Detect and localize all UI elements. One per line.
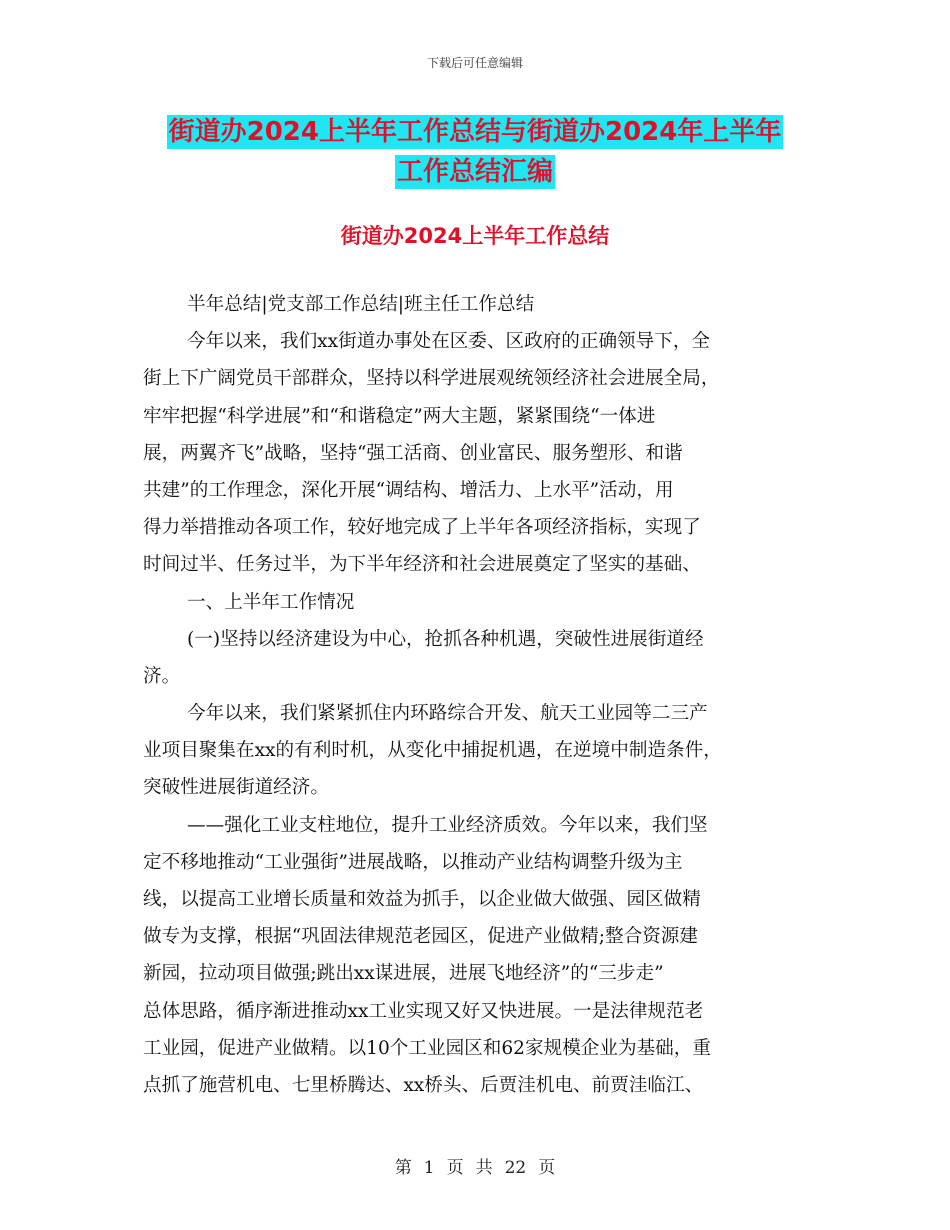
body-text [143,286,811,1104]
document-title [0,112,950,192]
body-line: 街上下广阔党员干部群众，坚持以科学进展观统领经济社会进展全局， [143,368,720,390]
section-title: 街道办2024上半年工作总结 [340,224,610,248]
body-line: 共建”的工作理念，深化开展“调结构、增活力、上水平”活动，用 [143,479,674,501]
page-footer [0,1153,950,1178]
footer-page-label: 第 [394,1158,412,1178]
body-line: 工业园，促进产业做精。以10个工业园区和62家规模企业为基础，重 [143,1037,711,1059]
body-line: 突破性进展街道经济。 [143,777,329,799]
body-line: 今年以来，我们紧紧抓住内环路综合开发、航天工业园等二三产 [187,703,708,725]
body-line: 济。 [143,665,181,687]
header-note: 下载后可任意编辑 [426,56,523,70]
document-title-line-2: 工作总结汇编 [396,157,553,187]
body-line: (一)坚持以经济建设为中心，抢抓各种机遇，突破性进展街道经 [187,628,704,650]
footer-page-unit: 页 [446,1158,464,1178]
body-line: 时间过半、任务过半，为下半年经济和社会进展奠定了坚实的基础、 [143,554,701,576]
body-line: 一、上半年工作情况 [187,591,355,613]
footer-total-unit: 页 [538,1158,556,1178]
body-line: 线，以提高工业增长质量和效益为抓手，以企业做大做强、园区做精 [143,889,701,910]
body-line: ——强化工业支柱地位，提升工业经济质效。今年以来，我们坚 [187,814,708,836]
document-title-line-1: 街道办2024上半年工作总结与街道办2024年上半年 [168,117,782,147]
body-line: 半年总结|党支部工作总结|班主任工作总结 [187,294,535,315]
body-line: 牢牢把握“科学进展”和“和谐稳定”两大主题，紧紧围绕“一体进 [143,405,656,427]
body-line: 新园，拉动项目做强;跳出xx谋进展，进展飞地经济”的“三步走” [143,963,664,985]
body-line: 得力举措推动各项工作，较好地完成了上半年各项经济指标，实现了 [143,517,701,539]
body-line: 定不移地推动“工业强街”进展战略，以推动产业结构调整升级为主 [143,851,683,873]
footer-page-number: 1 [423,1158,435,1178]
body-line: 业项目聚集在xx的有利时机，从变化中捕捉机遇，在逆境中制造条件， [143,740,722,762]
body-line: 展，两翼齐飞”战略，坚持“强工活商、创业富民、服务塑形、和谐 [143,442,683,464]
body-line: 今年以来，我们xx街道办事处在区委、区政府的正确领导下，全 [187,331,711,353]
body-line: 点抓了施营机电、七里桥腾达、xx桥头、后贾洼机电、前贾洼临江、 [143,1074,704,1096]
body-line: 做专为支撑，根据“巩固法律规范老园区，促进产业做精;整合资源建 [143,926,698,948]
body-line: 总体思路，循序渐进推动xx工业实现又好又快进展。一是法律规范老 [143,1000,704,1022]
footer-total-label: 共 [475,1158,493,1178]
footer-total-pages: 22 [504,1158,527,1178]
